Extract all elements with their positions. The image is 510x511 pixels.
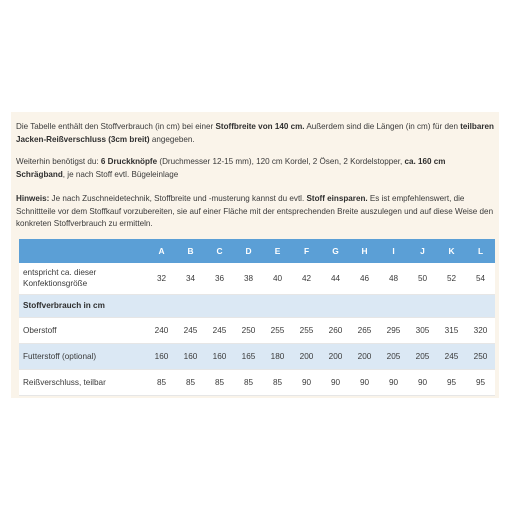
konfektion-value-cell: 54 bbox=[475, 273, 486, 283]
value-cell: 200 bbox=[299, 351, 314, 361]
row-label: Futterstoff (optional) bbox=[23, 351, 97, 361]
value-cell: 160 bbox=[154, 351, 169, 361]
value-cell: 85 bbox=[243, 377, 254, 387]
value-cell: 95 bbox=[446, 377, 457, 387]
konfektion-value-cell: 50 bbox=[417, 273, 428, 283]
konfektion-value-cell: 42 bbox=[301, 273, 312, 283]
value-cell: 160 bbox=[183, 351, 198, 361]
value-cell: 180 bbox=[270, 351, 285, 361]
fabric-consumption-table bbox=[19, 239, 495, 396]
size-header-cell: K bbox=[448, 246, 455, 256]
value-cell: 90 bbox=[388, 377, 399, 387]
konfektion-label: entspricht ca. dieser Konfektionsgröße bbox=[23, 268, 97, 289]
table-row bbox=[19, 369, 495, 395]
value-cell: 85 bbox=[214, 377, 225, 387]
value-cell: 205 bbox=[386, 351, 401, 361]
value-cell: 85 bbox=[185, 377, 196, 387]
value-cell: 315 bbox=[444, 325, 459, 335]
value-cell: 240 bbox=[154, 325, 169, 335]
konfektion-value-cell: 32 bbox=[156, 273, 167, 283]
konfektion-row bbox=[19, 263, 495, 294]
konfektion-value-cell: 46 bbox=[359, 273, 370, 283]
table-row bbox=[19, 343, 495, 369]
value-cell: 200 bbox=[357, 351, 372, 361]
value-cell: 90 bbox=[417, 377, 428, 387]
size-header-cell: C bbox=[216, 246, 223, 256]
value-cell: 90 bbox=[330, 377, 341, 387]
section-row bbox=[19, 294, 495, 317]
value-cell: 90 bbox=[301, 377, 312, 387]
value-cell: 165 bbox=[241, 351, 256, 361]
value-cell: 85 bbox=[156, 377, 167, 387]
value-cell: 245 bbox=[183, 325, 198, 335]
value-cell: 295 bbox=[386, 325, 401, 335]
value-cell: 245 bbox=[444, 351, 459, 361]
size-header-cell: H bbox=[361, 246, 368, 256]
row-label: Reißverschluss, teilbar bbox=[23, 377, 106, 387]
intro-paragraph-notions: Weiterhin benötigst du: 6 Druckknöpfe (Druchmesser 12-15 mm), 120 cm Kordel, 2 Ösen, 2 Kordelstopper, ca. 160 cm Schrägband, je nach Stoff evtl. Bügeleinlage bbox=[16, 157, 446, 179]
size-header-cell: J bbox=[420, 246, 425, 256]
intro-paragraph-hint: Hinweis: Je nach Zuschneidetechnik, Stoffbreite und -musterung kannst du evtl. Stoff einsparen. Es ist empfehlenswert, die Schnittteile vor dem Stoffkauf vorzubereiten, sie auf einer Fläche mit der entsprechenden Breite auszulegen und auf diese Weise den konkreten Stoffverbrauch zu ermitteln. bbox=[16, 194, 494, 228]
size-header-cell: E bbox=[274, 246, 281, 256]
konfektion-value-cell: 48 bbox=[388, 273, 399, 283]
size-header-cell: I bbox=[392, 246, 395, 256]
konfektion-value-cell: 38 bbox=[243, 273, 254, 283]
size-header-cell: L bbox=[477, 246, 484, 256]
value-cell: 205 bbox=[415, 351, 430, 361]
value-cell: 250 bbox=[241, 325, 256, 335]
size-chart-panel bbox=[11, 112, 499, 398]
section-title: Stoffverbrauch in cm bbox=[23, 301, 105, 310]
value-cell: 245 bbox=[212, 325, 227, 335]
value-cell: 160 bbox=[212, 351, 227, 361]
header-empty-cell bbox=[19, 239, 147, 263]
value-cell: 255 bbox=[299, 325, 314, 335]
value-cell: 265 bbox=[357, 325, 372, 335]
konfektion-value-cell: 44 bbox=[330, 273, 341, 283]
size-header-cell: B bbox=[187, 246, 194, 256]
size-header-row bbox=[19, 239, 495, 263]
konfektion-value-cell: 40 bbox=[272, 273, 283, 283]
table-row bbox=[19, 317, 495, 343]
value-cell: 95 bbox=[475, 377, 486, 387]
konfektion-value-cell: 34 bbox=[185, 273, 196, 283]
value-cell: 260 bbox=[328, 325, 343, 335]
row-label: Oberstoff bbox=[23, 325, 57, 335]
value-cell: 250 bbox=[473, 351, 488, 361]
konfektion-value-cell: 52 bbox=[446, 273, 457, 283]
value-cell: 255 bbox=[270, 325, 285, 335]
size-header-cell: D bbox=[245, 246, 252, 256]
value-cell: 305 bbox=[415, 325, 430, 335]
value-cell: 90 bbox=[359, 377, 370, 387]
intro-paragraph-fabric: Die Tabelle enthält den Stoffverbrauch (in cm) bei einer Stoffbreite von 140 cm. Außerdem sind die Längen (in cm) für den teilbaren Jacken-Reißverschluss (3cm breit) angegeben. bbox=[16, 122, 494, 144]
size-header-cell: G bbox=[332, 246, 339, 256]
value-cell: 85 bbox=[272, 377, 283, 387]
size-header-cell: F bbox=[303, 246, 310, 256]
konfektion-value-cell: 36 bbox=[214, 273, 225, 283]
size-header-cell: A bbox=[158, 246, 165, 256]
value-cell: 200 bbox=[328, 351, 343, 361]
value-cell: 320 bbox=[473, 325, 488, 335]
